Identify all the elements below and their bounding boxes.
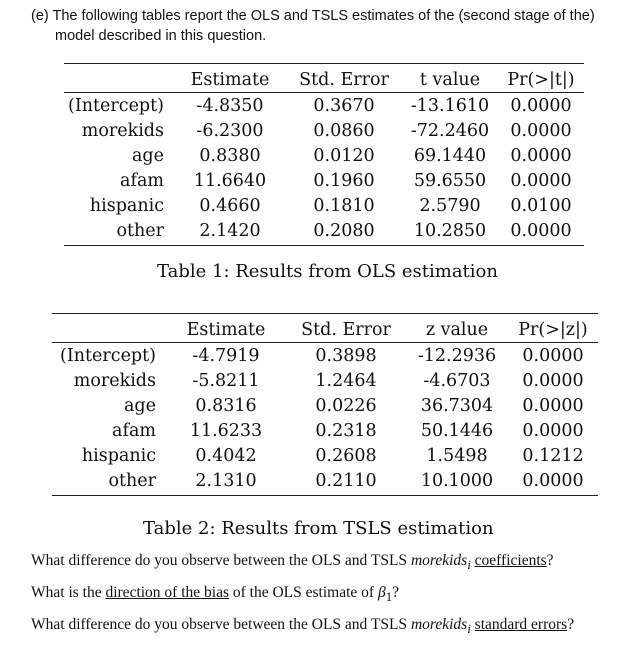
question-3-variable: morekids [410, 616, 468, 633]
row-label: hispanic [89, 195, 164, 216]
question-1-end: ? [546, 552, 554, 569]
table-cell: 0.1810 [313, 195, 375, 216]
table-cell: 0.0000 [508, 468, 598, 496]
table-row [64, 93, 584, 119]
question-2-end: ? [392, 584, 400, 601]
table-cell: 0.4042 [195, 445, 257, 466]
table-cell: 11.6233 [189, 420, 263, 441]
row-label: other [64, 218, 174, 246]
table-cell: 50.1446 [420, 420, 494, 441]
table-cell: 0.2608 [315, 445, 377, 466]
question-1-subscript: i [467, 557, 471, 573]
table-cell: -13.1610 [410, 95, 490, 116]
table-cell: -72.2460 [410, 120, 490, 141]
question-3-text: What difference do you observe between the OLS and TSLS [31, 616, 411, 633]
question-3-end: ? [567, 616, 575, 633]
table-cell: 0.1960 [313, 170, 375, 191]
column-header: Pr(>|z|) [508, 314, 598, 343]
column-header: Estimate [166, 314, 286, 343]
table-cell: 0.1212 [522, 445, 584, 466]
question-2-underlined-term: direction of the bias [105, 584, 229, 601]
question-2-text: What is the [31, 584, 106, 601]
table-header-row [64, 64, 584, 93]
row-label: afam [112, 420, 156, 441]
row-label: hispanic [81, 445, 156, 466]
table-cell: 0.0000 [510, 95, 572, 116]
table-cell: 0.3898 [315, 345, 377, 366]
column-header: z value [406, 314, 508, 343]
table-row [52, 468, 598, 496]
table-cell: 0.0000 [510, 170, 572, 191]
table-cell: 0.3670 [313, 95, 375, 116]
table-cell: -4.6703 [423, 370, 491, 391]
table-header-row [52, 314, 598, 343]
table-cell: 0.0226 [315, 395, 377, 416]
table-cell: 1.5498 [426, 445, 488, 466]
table-cell: 0.0000 [522, 370, 584, 391]
beta-symbol: β [377, 584, 386, 601]
ols-results-table [64, 63, 584, 246]
table-row [64, 193, 584, 218]
table-row [64, 218, 584, 246]
table-cell: 59.6550 [413, 170, 487, 191]
table-row [52, 393, 598, 418]
question-1 [31, 552, 554, 573]
row-label: morekids [81, 120, 164, 141]
table-cell: 10.2850 [402, 218, 498, 246]
table-cell: 0.2110 [286, 468, 406, 496]
column-header: Estimate [174, 64, 286, 93]
table-cell: 0.0000 [510, 145, 572, 166]
question-2 [31, 584, 399, 605]
table-cell: 0.0000 [522, 420, 584, 441]
beta-subscript: 1 [385, 589, 393, 605]
row-label: age [124, 395, 156, 416]
row-label: afam [120, 170, 164, 191]
table1-caption: Table 1: Results from OLS estimation [157, 261, 498, 282]
intro-line-1: (e) The following tables report the OLS and TSLS estimates of the (second stage of the) [31, 8, 595, 24]
table-cell: 10.1000 [406, 468, 508, 496]
question-3-subscript: i [467, 621, 471, 637]
table-row [52, 443, 598, 468]
question-3-underlined-term: standard errors [474, 616, 568, 633]
question-2-text-mid: of the OLS estimate of [229, 584, 378, 601]
row-label: morekids [73, 370, 156, 391]
intro-line-2: model described in this question. [55, 28, 267, 44]
table-cell: 0.8380 [199, 145, 261, 166]
column-header: Std. Error [286, 64, 402, 93]
table-cell: 2.1310 [166, 468, 286, 496]
table-row [64, 118, 584, 143]
table-cell: 36.7304 [420, 395, 494, 416]
row-label: age [132, 145, 164, 166]
table-cell: 0.0120 [313, 145, 375, 166]
table-cell: 0.0000 [522, 345, 584, 366]
table-row [64, 168, 584, 193]
table2-caption: Table 2: Results from TSLS estimation [143, 518, 494, 539]
column-header: t value [402, 64, 498, 93]
table-row [52, 368, 598, 393]
column-header: Pr(>|t|) [498, 64, 584, 93]
row-label: other [52, 468, 166, 496]
table-cell: -4.8350 [196, 95, 264, 116]
table-row [52, 418, 598, 443]
question-1-variable: morekids [410, 552, 468, 569]
table-row [52, 343, 598, 369]
row-label: (Intercept) [60, 345, 156, 366]
table-cell: 0.8316 [195, 395, 257, 416]
table-cell: 0.2318 [315, 420, 377, 441]
table-cell: 0.0860 [313, 120, 375, 141]
question-1-text: What difference do you observe between the OLS and TSLS [31, 552, 411, 569]
header-blank [52, 314, 166, 343]
table-cell: 0.0000 [498, 218, 584, 246]
table-cell: 0.0100 [510, 195, 572, 216]
table-cell: -4.7919 [192, 345, 260, 366]
column-header: Std. Error [286, 314, 406, 343]
question-3 [31, 616, 574, 637]
table-cell: 69.1440 [413, 145, 487, 166]
table-cell: -5.8211 [192, 370, 260, 391]
table-cell: 0.0000 [522, 395, 584, 416]
table-cell: -6.2300 [196, 120, 264, 141]
row-label: (Intercept) [68, 95, 164, 116]
table-cell: 2.5790 [419, 195, 481, 216]
table-row [64, 143, 584, 168]
question-1-underlined-term: coefficients [474, 552, 547, 569]
table-cell: 1.2464 [315, 370, 377, 391]
table-cell: 11.6640 [193, 170, 267, 191]
table-cell: 2.1420 [174, 218, 286, 246]
table-cell: 0.2080 [286, 218, 402, 246]
table-cell: 0.4660 [199, 195, 261, 216]
table-cell: 0.0000 [510, 120, 572, 141]
header-blank [64, 64, 174, 93]
table-cell: -12.2936 [417, 345, 497, 366]
intro-text [31, 6, 621, 46]
tsls-results-table [52, 313, 598, 496]
